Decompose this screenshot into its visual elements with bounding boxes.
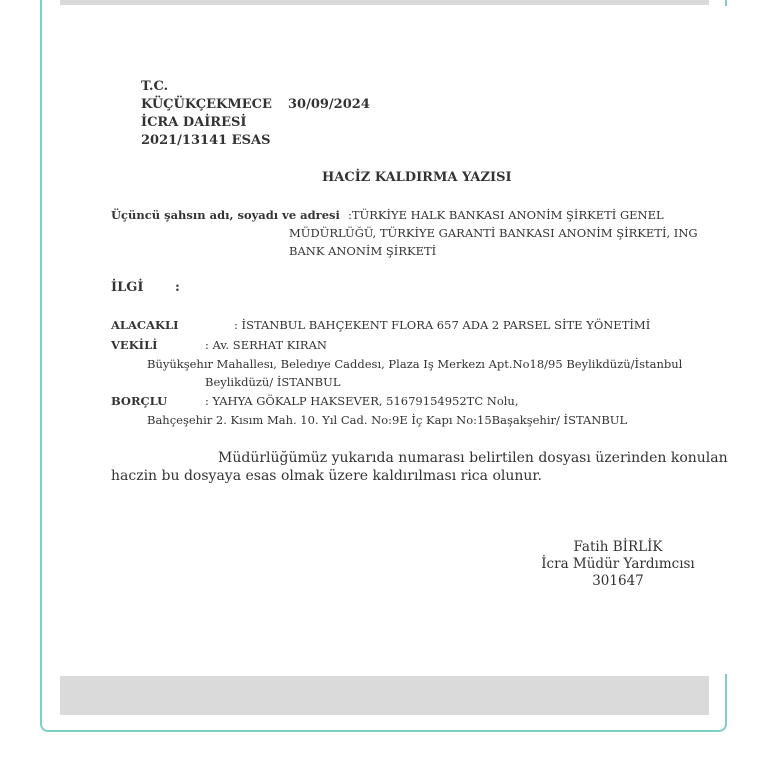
signature-title: İcra Müdür Yardımcısı (541, 556, 695, 572)
header-office-city: KÜÇÜKÇEKMECE (141, 97, 272, 112)
alacakli-label: ALACAKLI (111, 318, 179, 332)
header-date: 30/09/2024 (288, 97, 370, 112)
vekili-value: : Av. SERHAT KIRAN (205, 338, 327, 352)
header-case-number: 2021/13141 ESAS (141, 133, 271, 148)
borclu-label: BORÇLU (111, 394, 168, 408)
alacakli-value: : İSTANBUL BAHÇEKENT FLORA 657 ADA 2 PARSEL SİTE YÖNETİMİ (234, 318, 651, 332)
header-office-name: İCRA DAİRESİ (141, 115, 247, 130)
vekili-address-line-2: Beylikdüzü/ İSTANBUL (205, 375, 341, 389)
borclu-value: : YAHYA GÖKALP HAKSEVER, 51679154952TC Nolu, (205, 394, 519, 408)
ilgi-label: İLGİ (111, 280, 144, 295)
signature-registry-no: 301647 (592, 573, 644, 589)
signature-name: Fatih BİRLİK (573, 539, 663, 555)
third-party-line-1: :TÜRKİYE HALK BANKASI ANONİM ŞİRKETİ GENEL (348, 208, 664, 222)
vekili-address-line-1: Büyükşehır Mahallesı, Beledıye Caddesı, Plaza Iş Merkezı Apt.No18/95 Beylikdüzü/İstanbul (147, 357, 683, 371)
third-party-line-2: MÜDÜRLÜĞÜ, TÜRKİYE GARANTİ BANKASI ANONİM ŞİRKETİ, ING (289, 226, 698, 240)
third-party-label: Üçüncü şahsın adı, soyadı ve adresi (111, 208, 340, 222)
ilgi-separator: : (175, 280, 180, 295)
borclu-address: Bahçeşehir 2. Kısım Mah. 10. Yıl Cad. No:9E İç Kapı No:15Başakşehir/ İSTANBUL (147, 413, 628, 427)
vekili-label: VEKİLİ (111, 338, 158, 352)
header-country: T.C. (141, 79, 169, 94)
body-line-2: haczin bu dosyaya esas olmak üzere kaldırılması rica olunur. (111, 468, 543, 484)
third-party-line-3: BANK ANONİM ŞİRKETİ (289, 244, 437, 258)
document-title: HACİZ KALDIRMA YAZISI (322, 170, 512, 185)
body-line-1: Müdürlüğümüz yukarıda numarası belirtilen dosyası üzerinden konulan (218, 450, 728, 466)
